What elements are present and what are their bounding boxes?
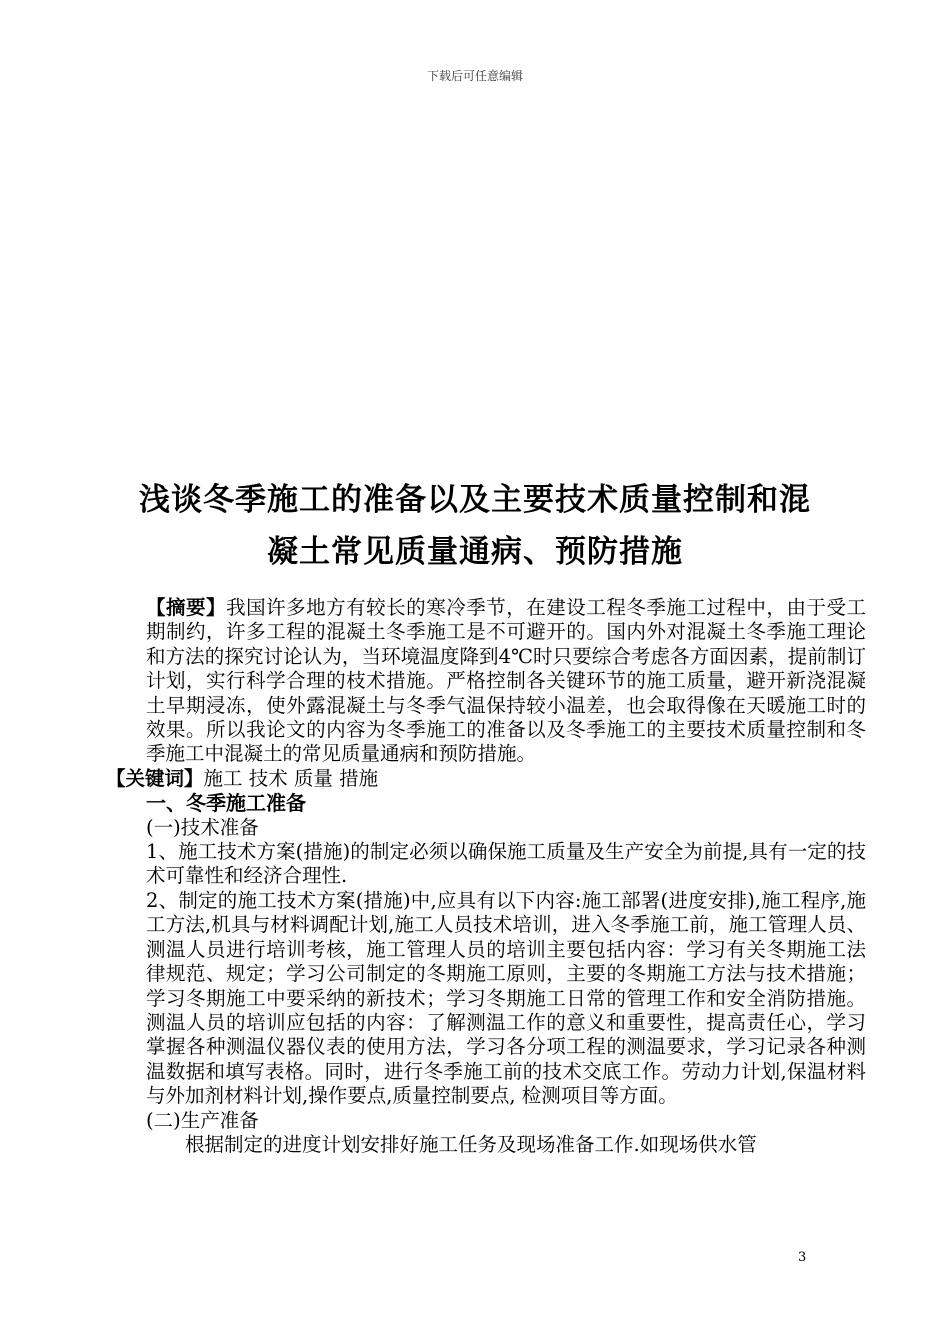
page-header: 下载后可任意编辑 xyxy=(426,69,523,83)
section-heading: 一、冬季施工准备 xyxy=(146,791,306,816)
keywords-text: 施工 技术 质量 措施 xyxy=(203,766,379,790)
document-body xyxy=(106,596,866,1157)
keywords-line xyxy=(106,767,866,791)
keywords-label: 【关键词】 xyxy=(106,766,204,790)
title-line-2: 凝土常见质量通病、预防措施 xyxy=(267,534,683,570)
abstract-text: 我国许多地方有较长的寒冷季节，在建设工程冬季施工过程中，由于受工期制约，许多工程的混凝土冬季施工是不可避开的。国内外对混凝土冬季施工理论和方法的探究讨论认为，当环境温度降到4℃时只要综合考虑各方面因素，提前制订计划，实行科学合理的枝术措施。严格控制各关键环节的施工质量，避开新浇混凝土早期浸冻，使外露混凝土与冬季气温保持较小温差，也会取得像在天暖施工时的效果。所以我论文的内容为冬季施工的准备以及冬季施工的主要技术质量控制和冬季施工中混凝土的常见质量通病和预防措施。 xyxy=(146,596,866,766)
abstract-paragraph xyxy=(146,596,866,767)
production-paragraph: 根据制定的进度计划安排好施工任务及现场准备工作.如现场供水管 xyxy=(185,1132,757,1156)
list-item-1: 1、施工技术方案(措施)的制定必须以确保施工质量及生产安全为前提,具有一定的技术可靠性和经济合理性. xyxy=(146,840,866,888)
list-item-2: 2、制定的施工技术方案(措施)中,应具有以下内容:施工部署(进度安排),施工程序,施工方法,机具与材料调配计划,施工人员技术培训，进入冬季施工前，施工管理人员、测温人员进行培训考核，施工管理人员的培训主要包括内容：学习有关冬期施工法律规范、规定；学习公司制定的冬期施工原则，主要的冬期施工方法与技术措施；学习冬期施工中要采纳的新技术；学习冬期施工日常的管理工作和安全消防措施。测温人员的培训应包括的内容：了解测温工作的意义和重要性，提高责任心，学习掌握各种测温仪器仪表的使用方法，学习各分项工程的测温要求，学习记录各种测温数据和填写表格。同时，进行冬季施工前的技术交底工作。劳动力计划,保温材料与外加剂材料计划,操作要点,质量控制要点, 检测项目等方面。 xyxy=(146,888,866,1108)
subsection-technical-prep: (一)技术准备 xyxy=(146,815,259,839)
page-number: 3 xyxy=(798,1250,807,1265)
title-line-1: 浅谈冬季施工的准备以及主要技术质量控制和混 xyxy=(139,482,811,518)
document-title xyxy=(80,474,870,578)
subsection-production-prep: (二)生产准备 xyxy=(146,1108,259,1132)
abstract-label: 【摘要】 xyxy=(146,596,227,619)
